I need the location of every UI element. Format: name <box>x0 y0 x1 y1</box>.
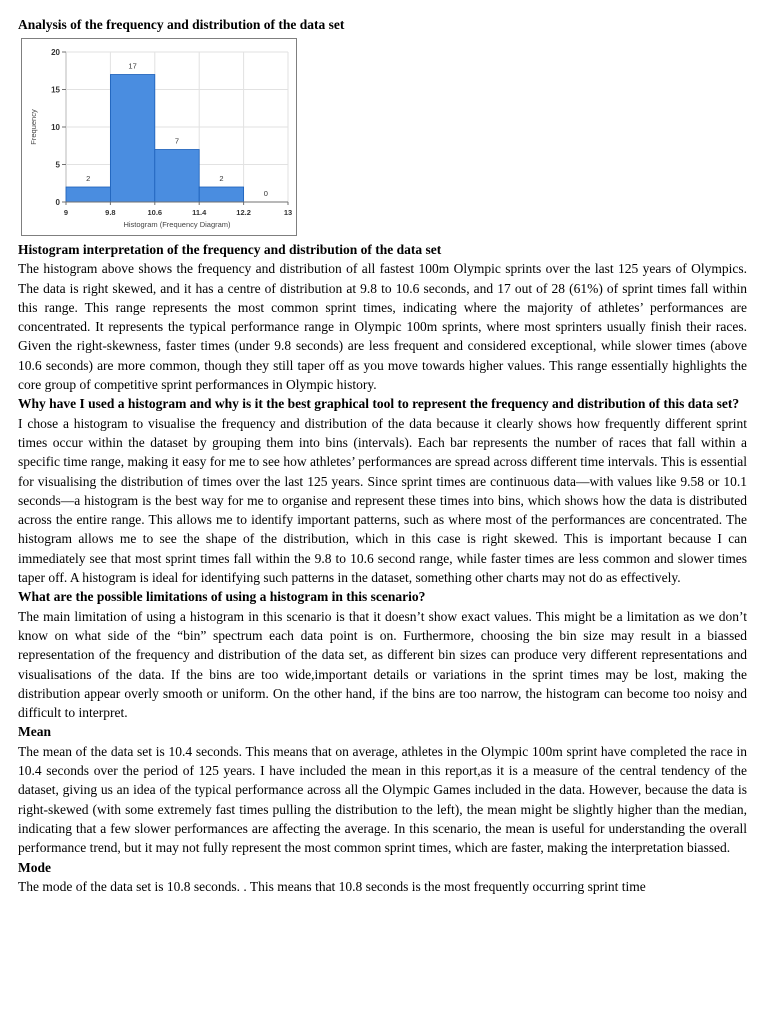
bars <box>66 75 244 203</box>
bar-value-label: 17 <box>128 61 137 71</box>
section-body-why-histogram: I chose a histogram to visualise the frequency and distribution of the data because it clearly shows how frequently different sprint times occur within the dataset by grouping them into bins (intervals). Each bar represents the number of races that fall within a specific time range, making it easy for me to see how athletes’ performances are spread across different time intervals. This is essential for visualising the distribution of times over the last 125 years. Since sprint times are continuous data—with values like 9.58 or 10.1 seconds—a histogram is the best way for me to organise and represent these times into bins, which shows how the data is distributed across the entire range. This allows me to identify important patterns, such as where most of the performances are concentrated. The histogram allows me to see the shape of the distribution, which in this case is right skewed. This is important because I can immediately see that most sprint times fall within the 9.8 to 10.6 second range, while faster times are less common and slower times taper off. A histogram is ideal for identifying such patterns in the dataset, something other charts may not do as effectively. <box>18 415 747 586</box>
histogram-bar <box>155 150 199 203</box>
y-tick-label: 15 <box>51 85 60 95</box>
histogram-bar <box>66 187 110 202</box>
x-tick-labels <box>64 202 292 217</box>
histogram-bar <box>110 75 154 203</box>
section-body-limitations: The main limitation of using a histogram in this scenario is that it doesn’t show exact values. This might be a limitation as we don’t know on what side of the “bin” spectrum each data point is on. Furthermore, choosing the bin size may result in a biassed representation of the frequency and distribution of the data set, as different bin sizes can produce very different representations and visualisations of the data. If the bins are too wide,important details or variations in the sprint times may be lost, making the distribution appear overly smooth or uniform. On the other hand, if the bins are too narrow, the histogram can become too noisy and difficult to interpret. <box>18 608 747 721</box>
section-body-histogram-interpretation: The histogram above shows the frequency and distribution of all fastest 100m Olympic sprints over the last 125 years of Olympics. The data is right skewed, and it has a centre of distribution at 9.8 to 10.6 seconds, and 17 out of 28 (61%) of sprint times fall within this range. This range represents the most common sprint times, indicating where the majority of athletes’ performances are concentrated. It represents the typical performance range in Olympic 100m sprints, where most sprinters usually finish their races. Given the right-skewness, faster times (under 9.8 seconds) are less frequent and considered exceptional, while slower times (above 10.6 seconds) are more common, though they still taper off as you move towards higher values. This range essentially highlights the core group of competitive sprint performances in Olympic history. <box>18 261 747 393</box>
section-heading-mode: Mode <box>18 859 51 875</box>
x-tick-label: 9 <box>63 208 69 217</box>
bar-value-label: 7 <box>174 136 180 146</box>
bar-value-label: 2 <box>86 174 91 183</box>
section-heading-histogram-interpretation: Histogram interpretation of the frequency and distribution of the data set <box>18 242 442 257</box>
bar-value-label: 2 <box>219 174 224 183</box>
x-tick-label: 9.8 <box>105 208 116 217</box>
y-tick-label: 0 <box>55 198 60 207</box>
x-tick-label: 10.6 <box>147 208 163 217</box>
y-tick-label: 10 <box>51 123 60 132</box>
section-heading-limitations: What are the possible limitations of using a histogram in this scenario? <box>18 589 426 605</box>
section-heading-why-histogram: Why have I used a histogram and why is it the best graphical tool to represent the frequency and distribution of this data set? <box>18 396 740 412</box>
document-title: Analysis of the frequency and distribution of the data set <box>18 17 345 32</box>
x-tick-label: 13 <box>283 208 293 217</box>
x-axis-label: Histogram (Frequency Diagram) <box>123 220 231 229</box>
section-body-mean: The mean of the data set is 10.4 seconds. This means that on average, athletes in the Olympic 100m sprint have completed the race in 10.4 seconds over the period of 125 years. I have included the mean in this report,as it is a measure of the central tendency of the dataset, giving us an idea of the typical performance across all the Olympic Games included in the data. However, because the data is right-skewed (with some extremely fast times pulling the distribution to the left), the mean might be slightly higher than the median, indicating that a few slower performances are affecting the average. In this scenario, the mean is useful for understanding the overall performance trend, but it may not fully represent the most common sprint times, which are faster, making the interpretation biassed. <box>18 743 747 856</box>
report-body <box>18 240 747 896</box>
histogram-chart <box>21 38 297 236</box>
y-tick-label: 20 <box>51 48 60 57</box>
x-tick-label: 12.2 <box>236 208 251 217</box>
histogram-bar <box>199 187 243 202</box>
section-heading-mean: Mean <box>18 724 51 740</box>
y-tick-labels <box>51 48 66 207</box>
section-body-mode: The mode of the data set is 10.8 seconds. . This means that 10.8 seconds is the most frequently occurring sprint time <box>18 878 646 894</box>
y-tick-label: 5 <box>55 160 60 170</box>
y-axis-label: Frequency <box>29 109 38 145</box>
x-tick-label: 11.4 <box>192 208 207 217</box>
histogram-svg <box>22 39 296 235</box>
bar-value-label: 0 <box>263 189 268 198</box>
